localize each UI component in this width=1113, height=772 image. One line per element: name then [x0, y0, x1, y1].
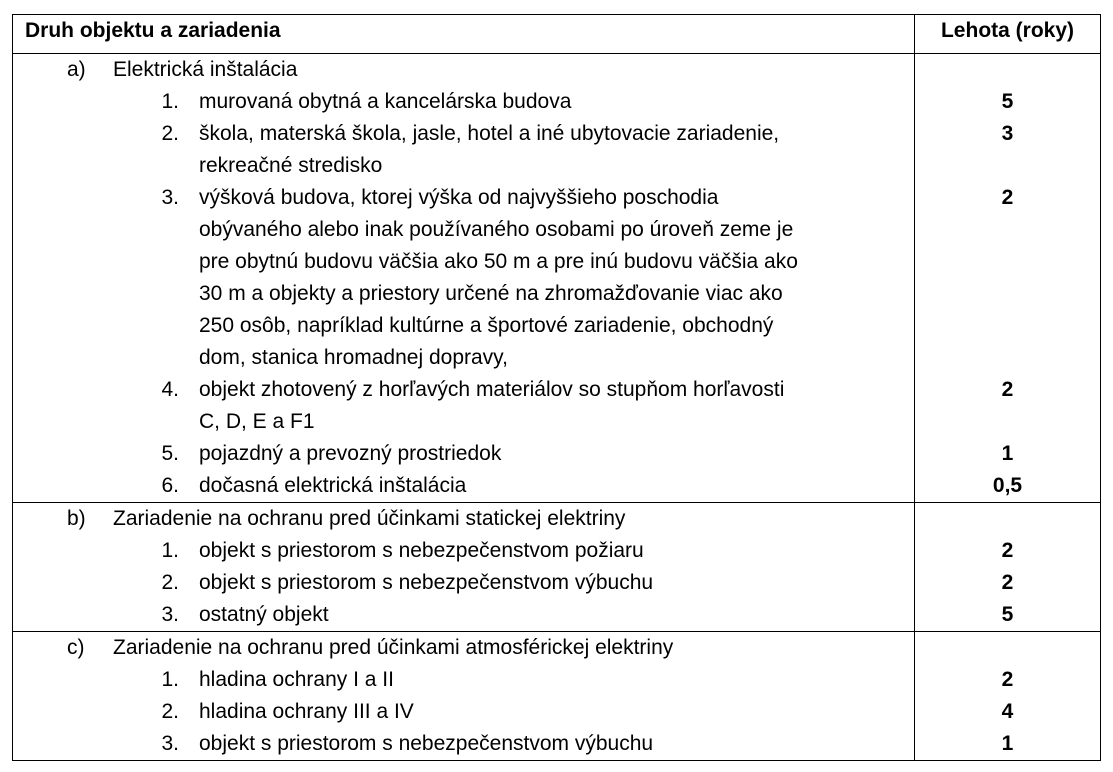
list-item-line [13, 438, 914, 470]
section-heading [13, 503, 914, 535]
list-item-text: 30 m a objekty a priestory určené na zhromažďovanie viac ako [199, 282, 783, 305]
interval-spacer [915, 310, 1100, 342]
inspection-interval-table [12, 14, 1101, 761]
list-item-line [13, 214, 914, 246]
interval-value: 2 [1001, 571, 1014, 594]
list-item-line [13, 406, 914, 438]
interval-value: 0,5 [992, 474, 1023, 497]
interval-spacer [915, 342, 1100, 374]
list-item-line [13, 310, 914, 342]
interval-value: 5 [1001, 603, 1014, 626]
list-item-number: 3. [161, 732, 179, 755]
list-item-number: 2. [161, 122, 179, 145]
table-body [13, 54, 1101, 761]
list-item-text: C, D, E a F1 [199, 410, 315, 433]
list-item-text: objekt s priestorom s nebezpečenstvom výbuchu [199, 732, 654, 755]
list-item-line [13, 246, 914, 278]
list-item-text: výšková budova, ktorej výška od najvyššieho poschodia [199, 186, 719, 209]
list-item-number: 5. [161, 442, 179, 465]
list-item-number: 1. [161, 668, 179, 691]
list-item-line [13, 567, 914, 599]
interval-value: 2 [1001, 378, 1014, 401]
table-section-row [13, 632, 1101, 761]
list-item-line [13, 150, 914, 182]
interval-value: 3 [1001, 122, 1014, 145]
list-item-line [13, 278, 914, 310]
list-item-text: objekt s priestorom s nebezpečenstvom požiaru [199, 539, 644, 562]
section-heading-spacer [915, 632, 1100, 664]
list-item-number: 6. [161, 474, 179, 497]
list-item-text: hladina ochrany I a II [199, 668, 394, 691]
section-title: Zariadenie na ochranu pred účinkami statickej elektriny [113, 507, 626, 530]
interval-value: 2 [1001, 668, 1014, 691]
interval-value: 2 [1001, 539, 1014, 562]
section-description-cell [13, 503, 915, 632]
list-item-line [13, 599, 914, 631]
header-interval: Lehota (roky) [915, 15, 1101, 54]
section-description-cell [13, 54, 915, 503]
list-item-number: 2. [161, 700, 179, 723]
list-item-number: 3. [161, 186, 179, 209]
interval-value: 5 [1001, 90, 1014, 113]
section-description-cell [13, 632, 915, 761]
section-title: Elektrická inštalácia [113, 58, 298, 81]
table-section-row [13, 54, 1101, 503]
list-item-text: pre obytnú budovu väčšia ako 50 m a pre inú budovu väčšia ako [199, 250, 798, 273]
list-item-text: murovaná obytná a kancelárska budova [199, 90, 572, 113]
list-item-line [13, 535, 914, 567]
list-item-text: pojazdný a prevozný prostriedok [199, 442, 502, 465]
section-letter: a) [67, 58, 86, 81]
section-interval-cell [915, 503, 1101, 632]
interval-spacer [915, 278, 1100, 310]
section-interval-cell [915, 632, 1101, 761]
list-item-text: objekt s priestorom s nebezpečenstvom výbuchu [199, 571, 654, 594]
interval-spacer [915, 150, 1100, 182]
section-letter: c) [67, 636, 85, 659]
table-section-row [13, 503, 1101, 632]
list-item-line [13, 696, 914, 728]
list-item-line [13, 342, 914, 374]
list-item-number: 4. [161, 378, 179, 401]
interval-spacer [915, 214, 1100, 246]
list-item-text: dom, stanica hromadnej dopravy, [199, 346, 508, 369]
list-item-line [13, 118, 914, 150]
section-interval-cell [915, 54, 1101, 503]
section-letter: b) [67, 507, 86, 530]
section-heading [13, 632, 914, 664]
header-object-type: Druh objektu a zariadenia [13, 15, 915, 54]
list-item-number: 1. [161, 90, 179, 113]
list-item-line [13, 470, 914, 502]
section-heading-spacer [915, 503, 1100, 535]
interval-value: 1 [1001, 442, 1014, 465]
list-item-line [13, 728, 914, 760]
interval-value: 1 [1001, 732, 1014, 755]
list-item-line [13, 664, 914, 696]
list-item-line [13, 182, 914, 214]
section-title: Zariadenie na ochranu pred účinkami atmosférickej elektriny [113, 636, 674, 659]
list-item-text: obývaného alebo inak používaného osobami po úroveň zeme je [199, 218, 794, 241]
list-item-text: rekreačné stredisko [199, 154, 383, 177]
list-item-text: škola, materská škola, jasle, hotel a iné ubytovacie zariadenie, [199, 122, 780, 145]
list-item-text: hladina ochrany III a IV [199, 700, 414, 723]
interval-value: 2 [1001, 186, 1014, 209]
list-item-number: 1. [161, 539, 179, 562]
list-item-text: ostatný objekt [199, 603, 329, 626]
interval-spacer [915, 406, 1100, 438]
list-item-line [13, 86, 914, 118]
list-item-text: dočasná elektrická inštalácia [199, 474, 467, 497]
list-item-text: objekt zhotovený z horľavých materiálov so stupňom horľavosti [199, 378, 785, 401]
section-heading [13, 54, 914, 86]
list-item-line [13, 374, 914, 406]
list-item-number: 3. [161, 603, 179, 626]
section-heading-spacer [915, 54, 1100, 86]
interval-spacer [915, 246, 1100, 278]
list-item-number: 2. [161, 571, 179, 594]
list-item-text: 250 osôb, napríklad kultúrne a športové zariadenie, obchodný [199, 314, 774, 337]
table-header-row [13, 15, 1101, 54]
interval-value: 4 [1001, 700, 1014, 723]
